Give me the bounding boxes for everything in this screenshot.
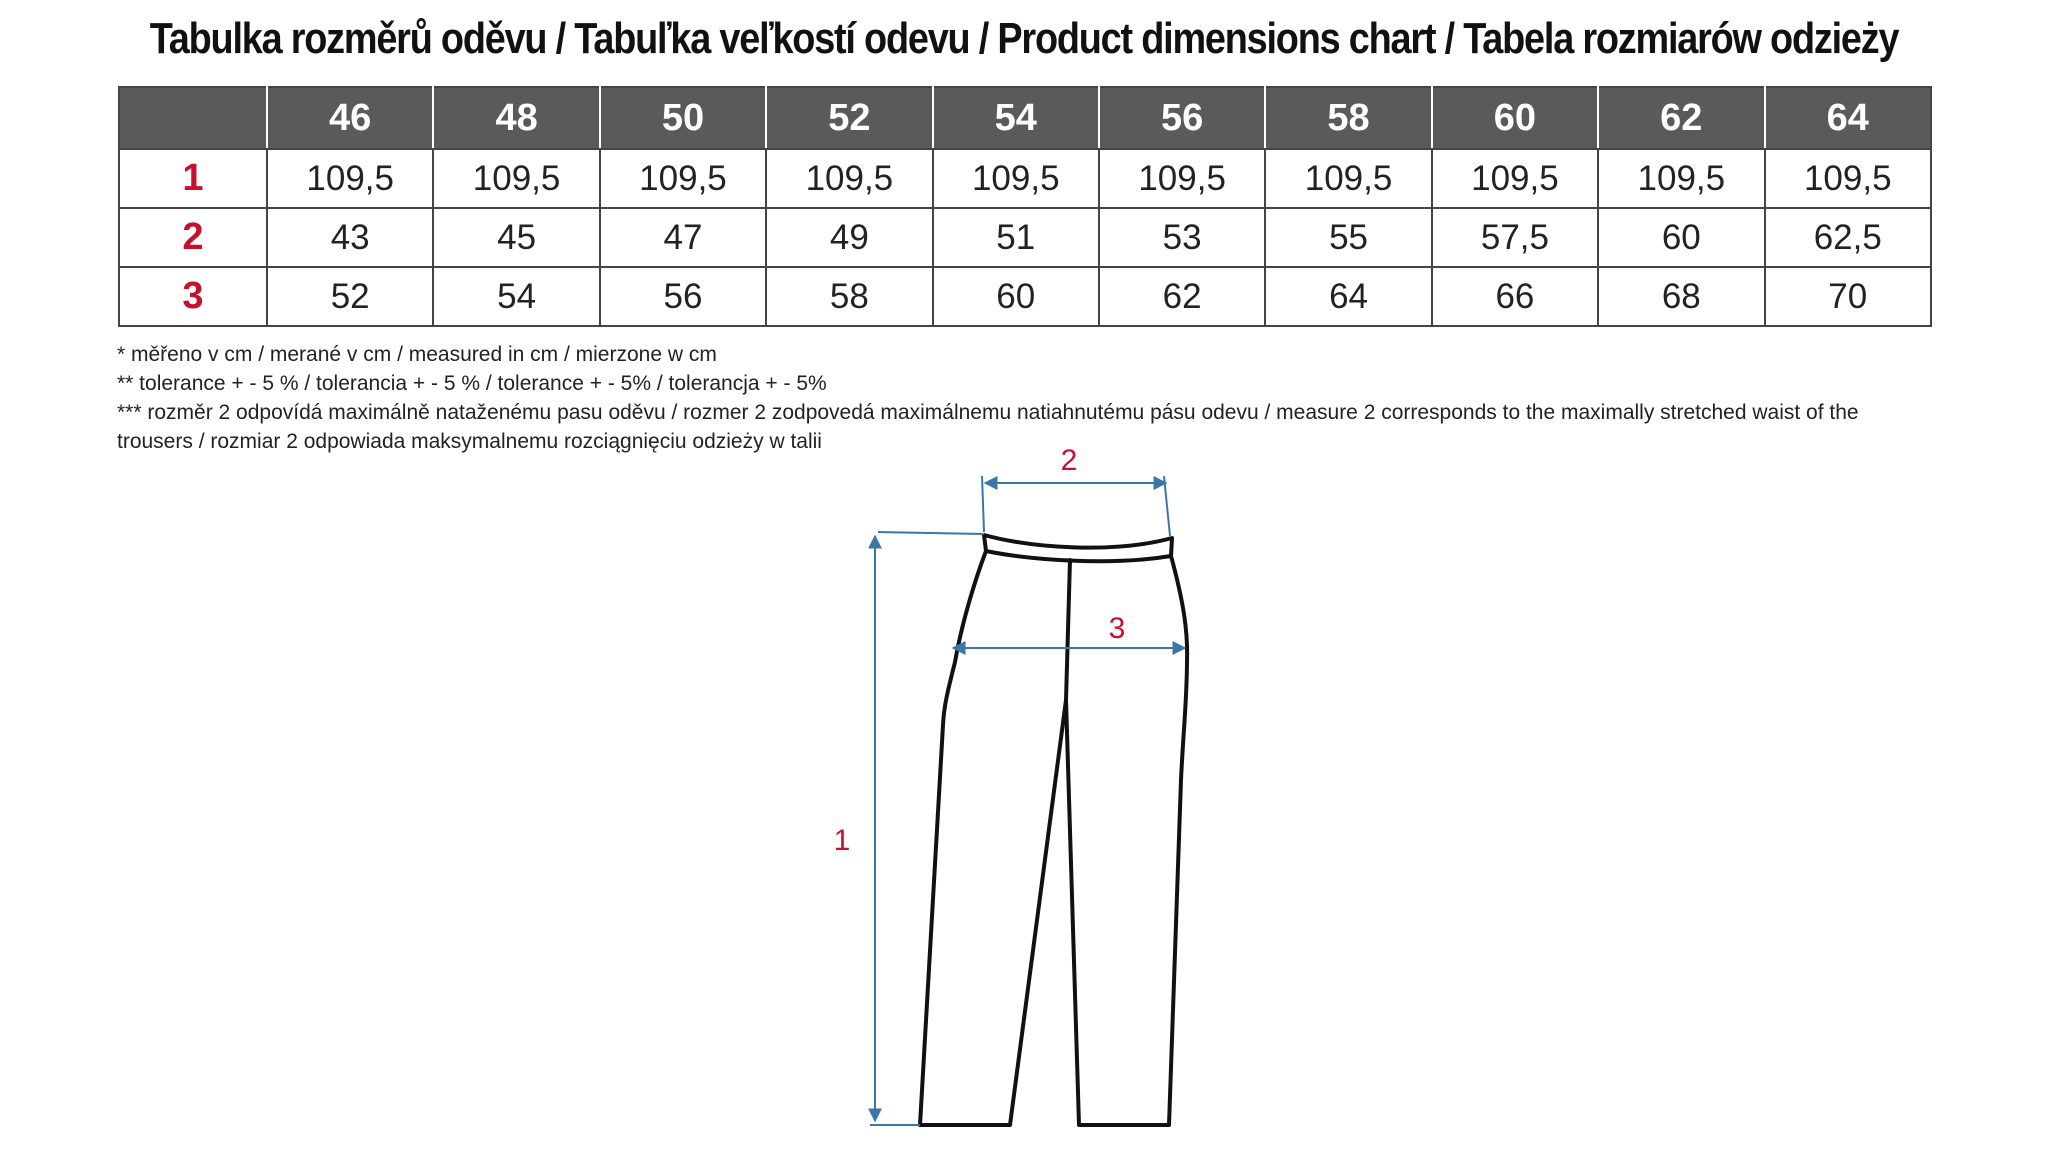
table-cell: 52 (267, 267, 433, 326)
table-cell: 57,5 (1432, 208, 1598, 267)
table-cell: 109,5 (267, 149, 433, 208)
table-cell: 43 (267, 208, 433, 267)
waist-guide-right (1164, 476, 1170, 536)
waist-guide-left (982, 476, 984, 532)
table-cell: 66 (1432, 267, 1598, 326)
table-cell: 55 (1265, 208, 1431, 267)
size-header-cell: 52 (766, 87, 932, 149)
table-cell: 53 (1099, 208, 1265, 267)
width-label: 3 (1108, 612, 1126, 645)
footnote-waist: *** rozměr 2 odpovídá maximálně nataženému pasu oděvu / rozmer 2 zodpovedá maximálnemu natiahnutému pásu odevu / measure 2 corresponds to the maximally stretched waist of the trousers / rozmiar 2 odpowiada maksymalnemu rozciągnięciu odzieży w talii (117, 401, 1859, 453)
length-label: 1 (833, 824, 851, 857)
size-header-cell: 56 (1099, 87, 1265, 149)
table-cell: 62 (1099, 267, 1265, 326)
table-cell: 109,5 (600, 149, 766, 208)
table-cell: 70 (1765, 267, 1931, 326)
size-header-cell: 64 (1765, 87, 1931, 149)
table-cell: 109,5 (1265, 149, 1431, 208)
length-guide-top (878, 532, 984, 534)
table-cell: 109,5 (1099, 149, 1265, 208)
table-cell: 45 (433, 208, 599, 267)
table-cell: 68 (1598, 267, 1764, 326)
row-label: 2 (119, 208, 267, 267)
table-cell: 49 (766, 208, 932, 267)
waist-label: 2 (1060, 444, 1078, 477)
table-cell: 109,5 (1765, 149, 1931, 208)
footnote-tolerance: ** tolerance + - 5 % / tolerancia + - 5 % / tolerance + - 5% / tolerancja + - 5% (117, 372, 827, 395)
size-header-cell: 48 (433, 87, 599, 149)
table-cell: 109,5 (433, 149, 599, 208)
table-cell: 51 (933, 208, 1099, 267)
table-cell: 60 (933, 267, 1099, 326)
table-cell: 47 (600, 208, 766, 267)
size-header-cell: 54 (933, 87, 1099, 149)
size-header-cell: 62 (1598, 87, 1764, 149)
page-title: Tabulka rozměrů oděvu / Tabuľka veľkostí odevu / Product dimensions chart / Tabela rozmiarów odzieży (149, 14, 1899, 63)
table-cell: 109,5 (1598, 149, 1764, 208)
table-cell: 54 (433, 267, 599, 326)
table-cell: 109,5 (1432, 149, 1598, 208)
waistband-shape (984, 535, 1172, 561)
size-header-cell: 58 (1265, 87, 1431, 149)
right-leg-outline (1066, 556, 1187, 1125)
row-label: 1 (119, 149, 267, 208)
table-cell: 109,5 (766, 149, 932, 208)
size-header-cell: 46 (267, 87, 433, 149)
row-label: 3 (119, 267, 267, 326)
table-cell: 56 (600, 267, 766, 326)
table-cell: 64 (1265, 267, 1431, 326)
table-cell: 60 (1598, 208, 1764, 267)
trousers-outline (920, 535, 1187, 1125)
size-header-cell: 50 (600, 87, 766, 149)
table-cell: 62,5 (1765, 208, 1931, 267)
footnote-measured: * měřeno v cm / merané v cm / measured in cm / mierzone w cm (117, 343, 717, 366)
table-cell: 109,5 (933, 149, 1099, 208)
table-cell: 58 (766, 267, 932, 326)
size-header-cell: 60 (1432, 87, 1598, 149)
measurement-lines (870, 476, 1185, 1125)
left-leg-outline (920, 551, 1070, 1125)
